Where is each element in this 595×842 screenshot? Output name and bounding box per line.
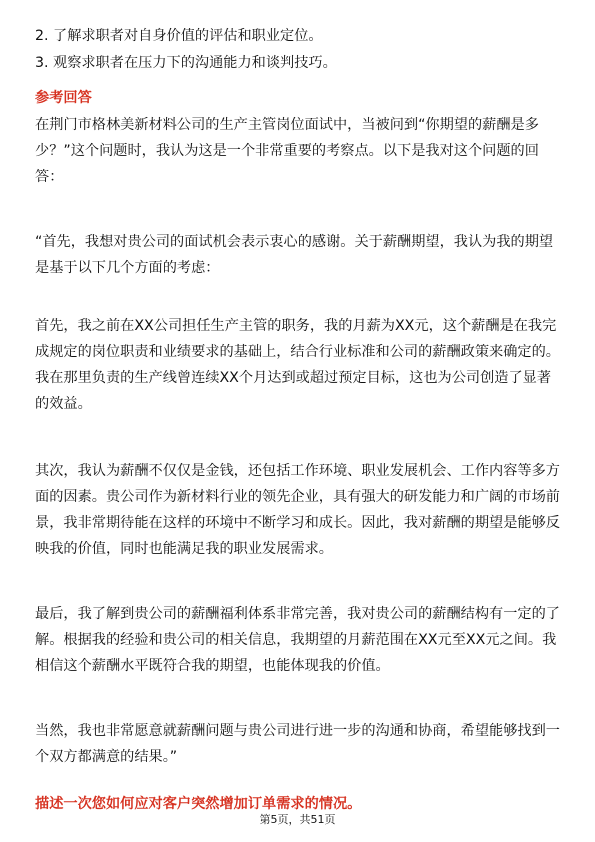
paragraph-opening: “首先，我想对贵公司的面试机会表示衷心的感谢。关于薪酬期望，我认为我的期望是基于以下几个方面的考虑： (35, 234, 554, 276)
page-footer: 第5页，共51页 (259, 813, 336, 826)
paragraph-intro: 在荆门市格林美新材料公司的生产主管岗位面试中，当被问到“你期望的薪酬是多少？”这个问题时，我认为这是一个非常重要的考察点。以下是我对这个问题的回答： (35, 117, 539, 185)
paragraph-third: 最后，我了解到贵公司的薪酬福利体系非常完善，我对贵公司的薪酬结构有一定的了解。根据我的经验和贵公司的相关信息，我期望的月薪范围在XX元至XX元之间。我相信这个薪酬水平既符合我的期望，也能体现我的价值。 (35, 606, 560, 674)
next-question-heading: 描述一次您如何应对客户突然增加订单需求的情况。 (35, 796, 362, 812)
paragraph-first: 首先，我之前在XX公司担任生产主管的职务，我的月薪为XX元，这个薪酬是在我完成规定的岗位职责和业绩要求的基础上，结合行业标准和公司的薪酬政策来确定的。我在那里负责的生产线曾连续XX个月达到或超过预定目标，这也为公司创造了显著的效益。 (35, 318, 560, 412)
section-heading: 参考回答 (35, 90, 92, 106)
paragraph-closing: 当然，我也非常愿意就薪酬问题与贵公司进行进一步的沟通和协商，希望能够找到一个双方都满意的结果。” (35, 723, 560, 765)
list-item: 3. 观察求职者在压力下的沟通能力和谈判技巧。 (35, 55, 337, 71)
list-item: 2. 了解求职者对自身价值的评估和职业定位。 (35, 28, 323, 44)
paragraph-second: 其次，我认为薪酬不仅仅是金钱，还包括工作环境、职业发展机会、工作内容等多方面的因素。贵公司作为新材料行业的领先企业，具有强大的研发能力和广阔的市场前景，我非常期待能在这样的环境中不断学习和成长。因此，我对薪酬的期望是能够反映我的价值，同时也能满足我的职业发展需求。 (35, 463, 560, 557)
